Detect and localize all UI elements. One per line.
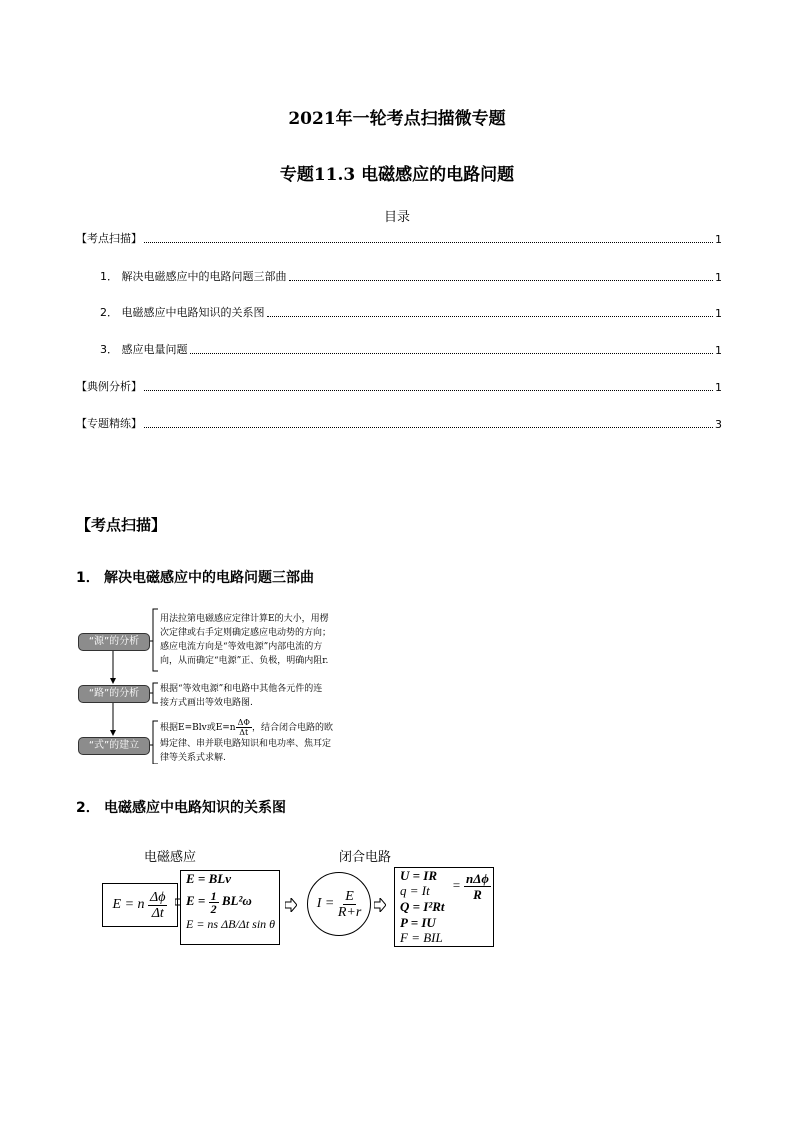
flow-step-text bbox=[160, 612, 370, 668]
subsection-heading bbox=[76, 567, 314, 587]
toc-item-page: 1 bbox=[715, 344, 722, 357]
label-closed-circuit: 闭合电路 bbox=[339, 850, 392, 865]
toc-leader bbox=[144, 242, 713, 243]
flow-text-line bbox=[160, 718, 370, 737]
arrow-icon bbox=[374, 898, 386, 912]
flow-text-line: 律等关系式求解. bbox=[160, 753, 226, 763]
toc-leader bbox=[190, 353, 714, 354]
label-electromagnetic-induction: 电磁感应 bbox=[144, 850, 197, 865]
document-title: 2021年一轮考点扫描微专题 bbox=[288, 109, 506, 129]
frac-denominator: Δt bbox=[151, 905, 164, 921]
frac-numerator: 1 bbox=[210, 888, 217, 903]
toc-item[interactable] bbox=[76, 268, 722, 284]
toc-item-page: 3 bbox=[715, 418, 722, 431]
frac-numerator: Δϕ bbox=[150, 889, 166, 905]
flow-text-line: 根据“等效电源”和电路中其他各元件的连 bbox=[160, 684, 323, 694]
flow-text-line: 向，从而确定“电源”正、负极，明确内阻r. bbox=[160, 656, 329, 666]
frac-numerator: ΔΦ bbox=[237, 718, 250, 727]
subsection-number: 1． bbox=[76, 570, 100, 586]
eq-line: P = IU bbox=[400, 915, 436, 930]
frac-denominator: R bbox=[473, 887, 482, 902]
eq-fraction bbox=[209, 890, 219, 915]
toc-item-label: 【专题精练】 bbox=[76, 417, 142, 430]
emf-faraday-box bbox=[102, 883, 178, 927]
toc-title: 目录 bbox=[383, 210, 410, 225]
toc-leader bbox=[144, 390, 713, 391]
frac-denominator: 2 bbox=[210, 901, 217, 916]
document-subtitle: 专题11.3 电磁感应的电路问题 bbox=[279, 165, 515, 185]
eq-fraction-wrap: = $\frac{\text{nΔϕ}}{R}$ bbox=[452, 871, 489, 902]
toc-leader bbox=[289, 280, 714, 281]
toc-leader bbox=[144, 427, 713, 428]
eq-fraction bbox=[338, 889, 361, 920]
eq-line: E = BLv bbox=[186, 871, 231, 886]
flow-text-line: 感应电流方向是“等效电源”内部电流的方 bbox=[160, 642, 323, 652]
flow-text-suffix: ，结合闭合电路的欧 bbox=[251, 723, 333, 733]
subsection-number: 2． bbox=[76, 800, 100, 816]
eq-line: E = ns ΔB/Δt sin θ bbox=[186, 917, 276, 931]
flow-step-box: “路”的分析 bbox=[78, 685, 150, 703]
ohm-law-circle bbox=[307, 872, 371, 936]
subsection-heading bbox=[76, 797, 286, 817]
toc-item-label: 【考点扫描】 bbox=[76, 232, 142, 245]
toc-item-label: 3． 感应电量问题 bbox=[100, 343, 188, 356]
toc-item-page: 1 bbox=[715, 307, 722, 320]
flow-step-box: “源”的分析 bbox=[78, 633, 150, 651]
eq-line: U = IR bbox=[400, 868, 438, 883]
toc-item-label: 2． 电磁感应中电路知识的关系图 bbox=[100, 306, 265, 319]
flow-step-text bbox=[160, 718, 370, 765]
eq-line: F = BIL bbox=[400, 930, 443, 945]
frac-denominator: R+r bbox=[337, 904, 362, 920]
flow-step-text bbox=[160, 682, 370, 710]
circuit-formulas-box bbox=[394, 867, 494, 947]
flow-diagram bbox=[76, 604, 370, 764]
toc-item[interactable] bbox=[76, 415, 722, 431]
eq-rhs: BL²ω bbox=[221, 893, 252, 908]
eq-lhs: E = n bbox=[112, 897, 145, 912]
toc-item-page: 1 bbox=[715, 271, 722, 284]
frac-numerator: nΔϕ bbox=[466, 871, 489, 886]
section-heading: 【考点扫描】 bbox=[76, 516, 167, 534]
eq-fraction bbox=[464, 871, 491, 902]
emf-formulas-box bbox=[180, 870, 280, 945]
flow-text-line: 接方式画出等效电路图. bbox=[160, 698, 253, 708]
toc-item-page: 1 bbox=[715, 381, 722, 394]
toc-item[interactable] bbox=[76, 341, 722, 357]
frac-numerator: E bbox=[345, 888, 354, 904]
flow-text-line: 用法拉第电磁感应定律计算E的大小，用楞 bbox=[160, 614, 329, 624]
flow-text-prefix: 根据E=Blv或E=n bbox=[160, 723, 236, 733]
eq-line-text: q = It bbox=[400, 883, 430, 898]
toc-item-label: 1． 解决电磁感应中的电路问题三部曲 bbox=[100, 270, 287, 283]
eq-line: Q = I²Rt bbox=[400, 899, 445, 914]
toc-leader bbox=[267, 316, 714, 317]
flow-step-box: “式”的建立 bbox=[78, 737, 150, 755]
subsection-title: 解决电磁感应中的电路问题三部曲 bbox=[104, 570, 314, 586]
frac-denominator: Δt bbox=[239, 728, 249, 737]
eq-lhs: I = bbox=[316, 896, 335, 911]
subsection-title: 电磁感应中电路知识的关系图 bbox=[104, 800, 286, 816]
toc-item-label: 【典例分析】 bbox=[76, 380, 142, 393]
eq-line bbox=[186, 887, 279, 915]
toc-item[interactable] bbox=[76, 378, 722, 394]
toc-item-page: 1 bbox=[715, 233, 722, 246]
flow-fraction bbox=[236, 718, 252, 737]
eq-fraction bbox=[148, 890, 167, 921]
eq-lhs: E = bbox=[186, 893, 206, 908]
toc-item[interactable] bbox=[76, 304, 722, 320]
arrow-icon bbox=[285, 898, 297, 912]
toc-item[interactable] bbox=[76, 230, 722, 246]
flow-text-line: 姆定律、串并联电路知识和电功率、焦耳定 bbox=[160, 739, 332, 749]
flow-text-line: 次定律或右手定则确定感应电动势的方向； bbox=[160, 628, 332, 638]
